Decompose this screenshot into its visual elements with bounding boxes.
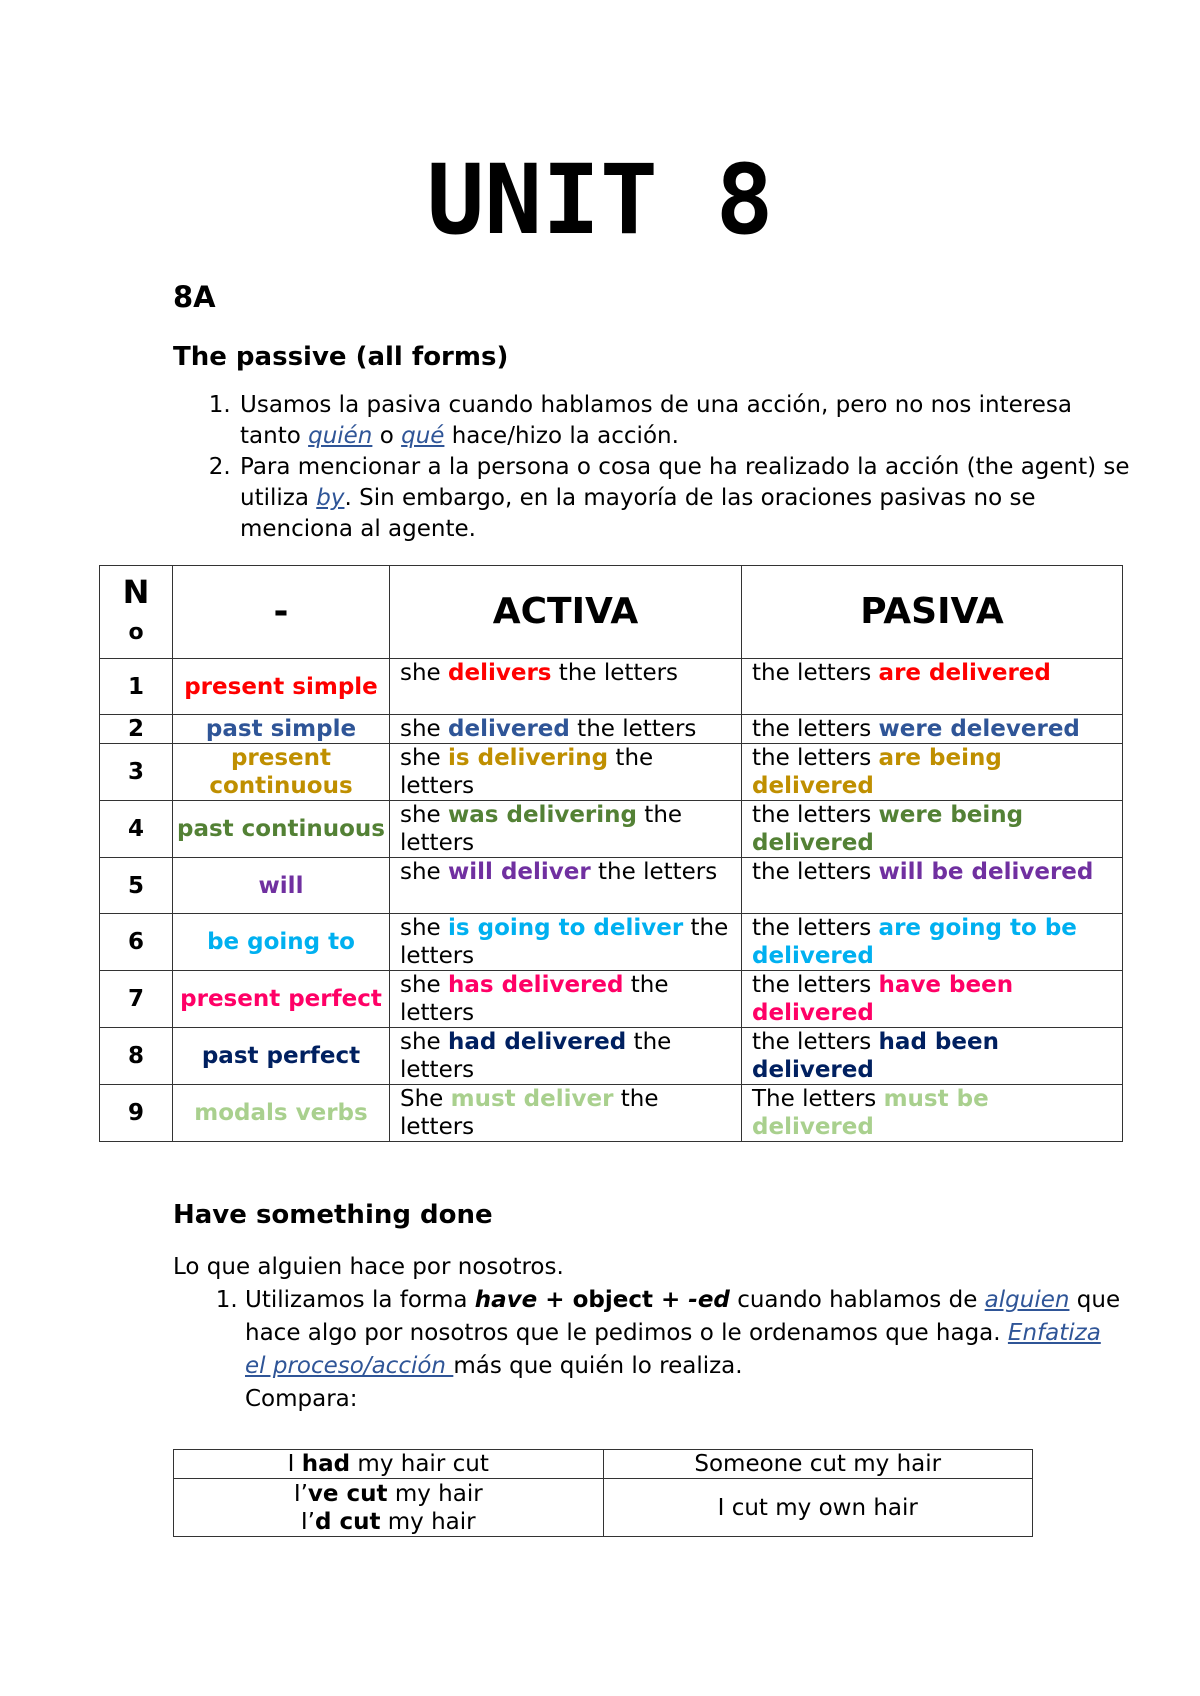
passive-explanation-list bbox=[173, 390, 1138, 545]
have-intro: Lo que alguien hace por nosotros. bbox=[173, 1254, 564, 1280]
passive-example bbox=[742, 801, 1123, 858]
active-verb: delivers bbox=[448, 660, 552, 686]
text: she bbox=[400, 915, 449, 941]
text: Para mencionar a la persona o cosa que ha realizado la acción (the agent) se utiliza bbox=[240, 454, 1130, 511]
header-number bbox=[100, 566, 173, 659]
text-bold: ve cut bbox=[307, 1480, 388, 1507]
text: my hair bbox=[380, 1508, 476, 1535]
compare-cell-right: Someone cut my hair bbox=[603, 1450, 1033, 1479]
passive-verb: will be delivered bbox=[878, 859, 1094, 885]
text: the letters bbox=[400, 915, 729, 969]
text: I bbox=[287, 1451, 302, 1477]
active-example bbox=[390, 659, 742, 715]
text: she bbox=[400, 716, 449, 742]
passive-example bbox=[742, 1085, 1123, 1142]
text: the letters bbox=[752, 660, 879, 686]
link-enfatiza[interactable]: Enfatiza el proceso/acción bbox=[245, 1320, 1101, 1379]
active-verb: was delivering bbox=[448, 802, 637, 828]
unit-title: UNIT 8 bbox=[426, 144, 774, 256]
row-number: 7 bbox=[100, 971, 173, 1028]
list-item bbox=[238, 452, 1138, 545]
table-row bbox=[100, 1028, 1123, 1085]
table-row bbox=[174, 1479, 1033, 1537]
row-number: 9 bbox=[100, 1085, 173, 1142]
passive-verb: had been delivered bbox=[752, 1029, 999, 1083]
table-row bbox=[100, 858, 1123, 914]
active-verb: must deliver bbox=[450, 1086, 614, 1112]
text: the letters bbox=[400, 745, 654, 799]
passive-verb: must be delivered bbox=[752, 1086, 989, 1140]
plus-sign: + bbox=[652, 1287, 689, 1313]
active-example bbox=[390, 1085, 742, 1142]
have-something-done-title: Have something done bbox=[173, 1200, 493, 1230]
link-by[interactable]: by bbox=[316, 485, 345, 511]
row-number: 6 bbox=[100, 914, 173, 971]
text: the letters bbox=[752, 915, 879, 941]
header-passive: PASIVA bbox=[742, 566, 1123, 659]
header-tense: - bbox=[173, 566, 390, 659]
text: que hace algo por nosotros que le pedimos o le ordenamos que haga. bbox=[245, 1287, 1121, 1346]
text: the letters bbox=[590, 859, 718, 885]
row-number: 1 bbox=[100, 659, 173, 715]
text: the letters bbox=[752, 716, 879, 742]
passive-example bbox=[742, 715, 1123, 744]
passive-example bbox=[742, 1028, 1123, 1085]
active-example bbox=[390, 971, 742, 1028]
compare-label: Compara: bbox=[245, 1386, 358, 1412]
table-row bbox=[100, 801, 1123, 858]
active-verb: delivered bbox=[448, 716, 570, 742]
compare-cell-left bbox=[174, 1450, 604, 1479]
active-example bbox=[390, 744, 742, 801]
section-title: The passive (all forms) bbox=[173, 342, 509, 372]
text: my hair bbox=[387, 1480, 483, 1507]
link-alguien[interactable]: alguien bbox=[984, 1287, 1070, 1313]
text-bold: had bbox=[301, 1451, 351, 1477]
plus-sign: + bbox=[537, 1287, 573, 1313]
row-number: 3 bbox=[100, 744, 173, 801]
tense-name: modals verbs bbox=[173, 1085, 390, 1142]
tense-name: present continuous bbox=[173, 744, 390, 801]
compare-cell-right: I cut my own hair bbox=[603, 1479, 1033, 1537]
tense-name: past perfect bbox=[173, 1028, 390, 1085]
list-item bbox=[245, 1284, 1125, 1416]
passive-verb: have been delivered bbox=[752, 972, 1014, 1026]
passive-verb: were being delivered bbox=[752, 802, 1024, 856]
text: Usamos la pasiva cuando hablamos de una acción, pero no nos interesa tanto bbox=[240, 392, 1072, 449]
active-example bbox=[390, 715, 742, 744]
text: hace/hizo la acción. bbox=[444, 423, 679, 449]
text: . Sin embargo, en la mayoría de las oraciones pasivas no se menciona al agente. bbox=[240, 485, 1036, 542]
active-verb: is delivering bbox=[448, 745, 609, 771]
text: the letters bbox=[752, 745, 879, 771]
text: cuando hablamos de bbox=[729, 1287, 985, 1313]
table-header-row bbox=[100, 566, 1123, 659]
table-row bbox=[100, 744, 1123, 801]
passive-example bbox=[742, 971, 1123, 1028]
table-row bbox=[100, 914, 1123, 971]
active-verb: is going to deliver bbox=[448, 915, 684, 941]
link-quien[interactable]: quién bbox=[308, 423, 373, 449]
active-verb: will deliver bbox=[448, 859, 591, 885]
table-row bbox=[100, 715, 1123, 744]
active-example bbox=[390, 914, 742, 971]
tense-name: will bbox=[173, 858, 390, 914]
text: I’ bbox=[300, 1508, 315, 1535]
header-n: N bbox=[122, 572, 150, 611]
text: the letters bbox=[752, 1029, 879, 1055]
text: she bbox=[400, 1029, 449, 1055]
passive-verb: are being delivered bbox=[752, 745, 1002, 799]
passive-example bbox=[742, 858, 1123, 914]
tense-name: present simple bbox=[173, 659, 390, 715]
passive-verb: are delivered bbox=[878, 660, 1051, 686]
compare-cell-left bbox=[174, 1479, 604, 1537]
link-que[interactable]: qué bbox=[401, 423, 445, 449]
tense-name: past simple bbox=[173, 715, 390, 744]
text: the letters bbox=[400, 802, 683, 856]
keyword-ed: -ed bbox=[688, 1287, 730, 1313]
text: my hair cut bbox=[350, 1451, 489, 1477]
tense-name: be going to bbox=[173, 914, 390, 971]
passive-verb: are going to be delivered bbox=[752, 915, 1077, 969]
header-active: ACTIVA bbox=[390, 566, 742, 659]
active-example bbox=[390, 801, 742, 858]
active-verb: had delivered bbox=[448, 1029, 627, 1055]
keyword-have: have bbox=[474, 1287, 538, 1313]
have-explanation-list bbox=[173, 1284, 1125, 1416]
text: The letters bbox=[752, 1086, 884, 1112]
list-item bbox=[238, 390, 1138, 452]
text: the letters bbox=[400, 1029, 672, 1083]
text: más que quién lo realiza. bbox=[453, 1353, 743, 1379]
text: the letters bbox=[752, 972, 879, 998]
text: she bbox=[400, 660, 449, 686]
keyword-object: object bbox=[572, 1287, 653, 1313]
active-verb: has delivered bbox=[448, 972, 624, 998]
active-example bbox=[390, 858, 742, 914]
text: the letters bbox=[400, 1086, 659, 1140]
row-number: 5 bbox=[100, 858, 173, 914]
text: Utilizamos la forma bbox=[245, 1287, 475, 1313]
text: She bbox=[400, 1086, 451, 1112]
table-body bbox=[100, 659, 1123, 1142]
text: she bbox=[400, 802, 449, 828]
text: the letters bbox=[400, 972, 669, 1026]
table-row bbox=[100, 971, 1123, 1028]
tense-name: past continuous bbox=[173, 801, 390, 858]
passive-verb: were delevered bbox=[878, 716, 1080, 742]
tense-name: present perfect bbox=[173, 971, 390, 1028]
header-o: o bbox=[128, 619, 144, 645]
text: she bbox=[400, 859, 449, 885]
text: she bbox=[400, 745, 449, 771]
active-example bbox=[390, 1028, 742, 1085]
text: the letters bbox=[752, 859, 879, 885]
passive-example bbox=[742, 659, 1123, 715]
text: the letters bbox=[752, 802, 879, 828]
compare-table bbox=[173, 1449, 1033, 1537]
table-row bbox=[100, 1085, 1123, 1142]
passive-forms-table bbox=[99, 565, 1123, 1142]
row-number: 2 bbox=[100, 715, 173, 744]
row-number: 4 bbox=[100, 801, 173, 858]
text: I’ bbox=[293, 1480, 308, 1507]
row-number: 8 bbox=[100, 1028, 173, 1085]
text-bold: d cut bbox=[314, 1508, 381, 1535]
text: o bbox=[372, 423, 402, 449]
table-row bbox=[174, 1450, 1033, 1479]
text: she bbox=[400, 972, 449, 998]
table-row bbox=[100, 659, 1123, 715]
passive-example bbox=[742, 744, 1123, 801]
text: the letters bbox=[551, 660, 679, 686]
text: the letters bbox=[569, 716, 697, 742]
passive-example bbox=[742, 914, 1123, 971]
section-id: 8A bbox=[173, 280, 216, 314]
